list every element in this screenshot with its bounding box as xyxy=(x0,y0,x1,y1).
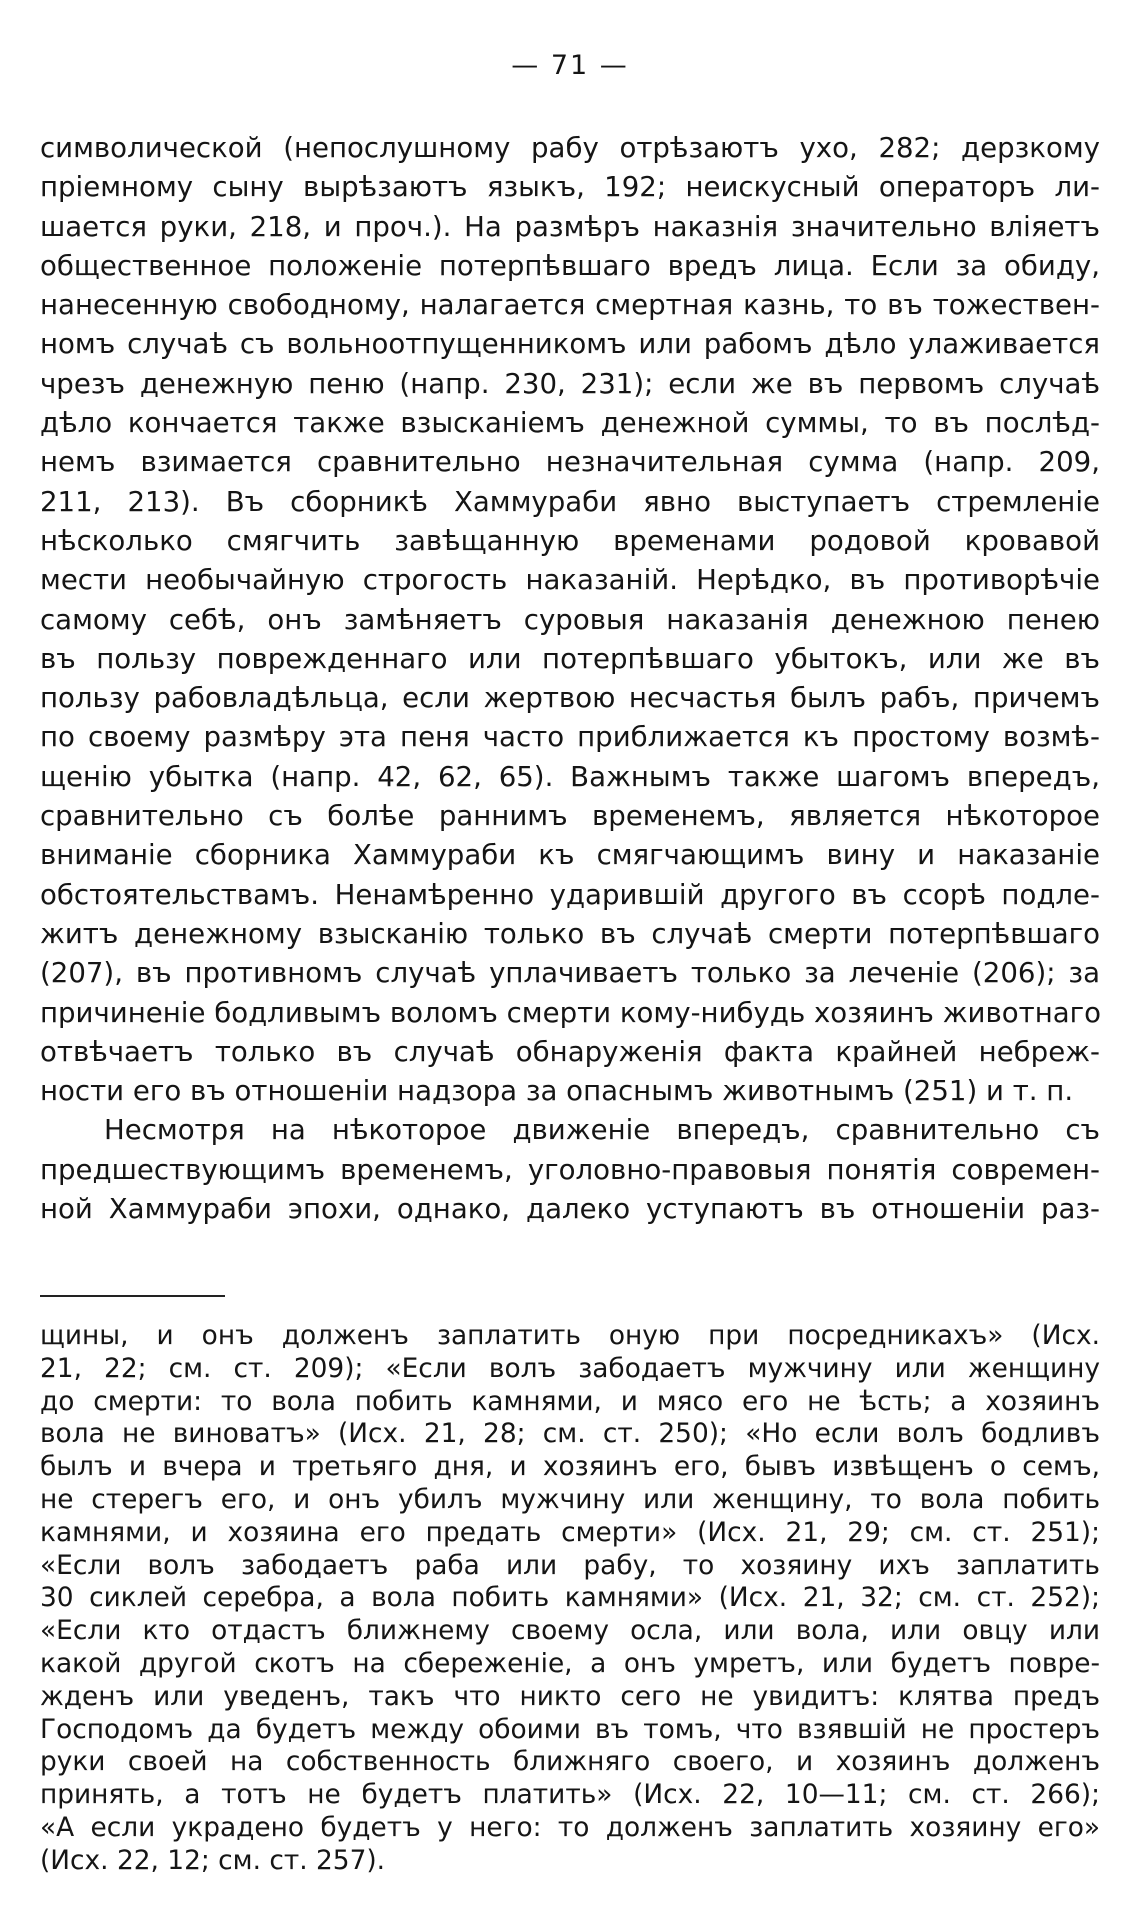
page-number: — 71 — xyxy=(511,50,629,81)
text-line: щенію убытка (напр. 42, 62, 65). Важнымъ также шагомъ впередъ, xyxy=(40,759,1100,793)
text-line: вниманіе сборника Хаммураби къ смягчающимъ вину и наказаніе xyxy=(40,838,1100,872)
text-line: номъ случаѣ съ вольноотпущенникомъ или рабомъ дѣло улаживается xyxy=(40,327,1100,361)
footnote-text xyxy=(40,1320,1100,1878)
footnote-line: не стерегъ его, и онъ убилъ мужчину или женщину, то вола побить xyxy=(40,1483,1100,1515)
text-line: нѣсколько смягчить завѣщанную временами родовой кровавой xyxy=(40,523,1100,557)
footnote-line: камнями, и хозяина его предать смерти» (Исх. 21, 29; см. ст. 251); xyxy=(40,1516,1100,1548)
text-line: самому себѣ, онъ замѣняетъ суровыя наказанія денежною пенею xyxy=(40,602,1100,636)
footnote-line: 30 сиклей серебра, а вола побить камнями» (Исх. 21, 32; см. ст. 252); xyxy=(40,1582,1100,1614)
footnote-line: какой другой скотъ на сбереженіе, а онъ умретъ, или будетъ повре- xyxy=(40,1647,1100,1679)
text-line: по своему размѣру эта пеня часто приближается къ простому возмѣ- xyxy=(40,720,1100,754)
footnote-line: (Исх. 22, 12; см. ст. 257). xyxy=(40,1844,386,1876)
text-line: пользу рабовладѣльца, если жертвою несчастья былъ рабъ, причемъ xyxy=(40,681,1100,715)
text-line: причиненіе бодливымъ воломъ смерти кому-нибудь хозяинъ животнаго xyxy=(40,995,1102,1029)
text-line: немъ взимается сравнительно незначительная сумма (напр. 209, xyxy=(40,445,1100,479)
text-line: сравнительно съ болѣе раннимъ временемъ, является нѣкоторое xyxy=(40,799,1100,833)
text-line: отвѣчаетъ только въ случаѣ обнаруженія факта крайней небреж- xyxy=(40,1034,1100,1068)
footnote-line: былъ и вчера и третьяго дня, и хозяинъ его, бывъ извѣщенъ о семъ, xyxy=(40,1451,1100,1483)
footnote-line: руки своей на собственность ближняго своего, и хозяинъ долженъ xyxy=(40,1746,1100,1778)
footnote-line: «А если украдено будетъ у него: то долженъ заплатить хозяину его» xyxy=(40,1811,1100,1843)
footnote-line: жденъ или уведенъ, такъ что никто сего не увидитъ: клятва предъ xyxy=(40,1680,1100,1712)
footnote-line: «Если волъ забодаетъ раба или рабу, то хозяину ихъ заплатить xyxy=(40,1549,1100,1581)
text-line: пріемному сыну вырѣзаютъ языкъ, 192; неискусный операторъ ли- xyxy=(40,170,1100,204)
text-line: предшествующимъ временемъ, уголовно-правовыя понятія современ- xyxy=(40,1152,1100,1186)
text-line: символической (непослушному рабу отрѣзаютъ ухо, 282; дерзкому xyxy=(40,131,1100,164)
footnote-line: до смерти: то вола побить камнями, и мясо его не ѣсть; а хозяинъ xyxy=(40,1385,1100,1417)
text-line: дѣло кончается также взысканіемъ денежной суммы, то въ послѣд- xyxy=(40,406,1100,440)
text-line: общественное положеніе потерпѣвшаго вредъ лица. Если за обиду, xyxy=(40,248,1100,282)
footnote-line: щины, и онъ долженъ заплатить оную при посредникахъ» (Исх. xyxy=(40,1320,1100,1351)
text-line: мести необычайную строгость наказаній. Нерѣдко, въ противорѣчіе xyxy=(40,563,1100,597)
footnote-line: «Если кто отдастъ ближнему своему осла, или вола, или овцу или xyxy=(40,1615,1100,1647)
footnote-line: 21, 22; см. ст. 209); «Если волъ забодаетъ мужчину или женщину xyxy=(40,1352,1100,1384)
text-line: 211, 213). Въ сборникѣ Хаммураби явно выступаетъ стремленіе xyxy=(40,484,1100,518)
text-line: (207), въ противномъ случаѣ уплачиваетъ только за леченіе (206); за xyxy=(40,956,1100,990)
footnote-line: Господомъ да будетъ между обоими въ томъ, что взявшій не простеръ xyxy=(40,1713,1100,1745)
text-line: ной Хаммураби эпохи, однако, далеко уступаютъ въ отношеніи раз- xyxy=(40,1192,1100,1226)
text-line: нанесенную свободному, налагается смертная казнь, то въ тожествен- xyxy=(40,288,1100,322)
text-line: шается руки, 218, и проч.). На размѣръ наказнія значительно вліяетъ xyxy=(40,209,1100,243)
text-line: ности его въ отношеніи надзора за опаснымъ животнымъ (251) и т. п. xyxy=(40,1074,1074,1108)
footnote-line: вола не виноватъ» (Исх. 21, 28; см. ст. 250); «Но если волъ бодливъ xyxy=(40,1418,1100,1450)
text-line: житъ денежному взысканію только въ случаѣ смерти потерпѣвшаго xyxy=(40,916,1100,950)
footnote-line: принять, а тотъ не будетъ платить» (Исх. 22, 10—11; см. ст. 266); xyxy=(40,1779,1100,1811)
main-text xyxy=(40,128,1100,1228)
text-line: въ пользу поврежденнаго или потерпѣвшаго убытокъ, или же въ xyxy=(40,641,1100,675)
footnote-divider xyxy=(40,1295,225,1297)
paragraph-first-line: Несмотря на нѣкоторое движеніе впередъ, сравнительно съ xyxy=(104,1113,1100,1147)
text-line: обстоятельствамъ. Ненамѣренно ударившій другого въ ссорѣ подле- xyxy=(40,877,1100,911)
text-line: чрезъ денежную пеню (напр. 230, 231); если же въ первомъ случаѣ xyxy=(40,366,1100,400)
